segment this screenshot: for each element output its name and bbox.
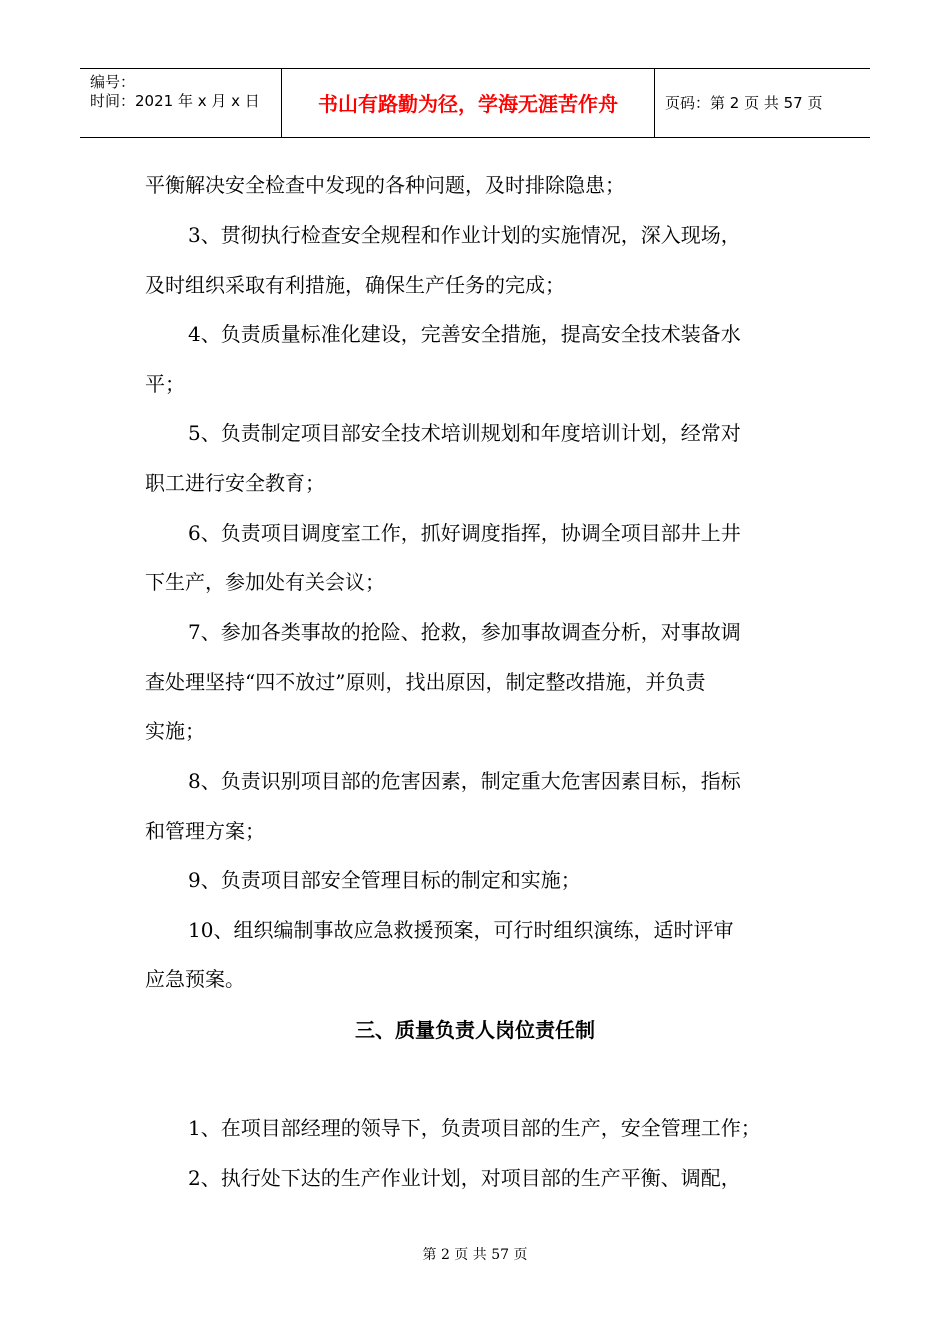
body-line: 3、贯彻执行检查安全规程和作业计划的实施情况，深入现场， bbox=[188, 223, 741, 247]
serial-number-label: 编号： bbox=[90, 73, 136, 91]
body-line: 5、负责制定项目部安全技术培训规划和年度培训计划，经常对 bbox=[188, 421, 741, 445]
body-line: 7、参加各类事故的抢险、抢救，参加事故调查分析，对事故调 bbox=[188, 620, 741, 644]
header-page-info: 页码：第 2 页 共 57 页 bbox=[665, 94, 823, 112]
body-line: 平衡解决安全检查中发现的各种问题，及时排除隐患； bbox=[145, 173, 625, 197]
body-line: 实施； bbox=[145, 719, 205, 743]
header-motto-cell bbox=[281, 69, 655, 137]
date-label: 时间：2021 年 x 月 x 日 bbox=[90, 92, 260, 110]
body-line: 应急预案。 bbox=[145, 967, 245, 991]
section-line: 2、执行处下达的生产作业计划，对项目部的生产平衡、调配， bbox=[188, 1166, 741, 1190]
header-meta-cell bbox=[80, 69, 280, 137]
body-line: 10、组织编制事故应急救援预案，可行时组织演练，适时评审 bbox=[188, 918, 734, 942]
body-line: 和管理方案； bbox=[145, 819, 265, 843]
header-page-cell bbox=[655, 69, 870, 137]
body-line: 职工进行安全教育； bbox=[145, 471, 325, 495]
body-line: 4、负责质量标准化建设，完善安全措施，提高安全技术装备水 bbox=[188, 322, 741, 346]
body-line: 及时组织采取有利措施，确保生产任务的完成； bbox=[145, 273, 565, 297]
page-footer: 第 2 页 共 57 页 bbox=[422, 1247, 528, 1263]
body-line: 下生产，参加处有关会议； bbox=[145, 570, 385, 594]
body-line: 查处理坚持“四不放过”原则，找出原因，制定整改措施，并负责 bbox=[145, 670, 706, 694]
body-line: 8、负责识别项目部的危害因素，制定重大危害因素目标，指标 bbox=[188, 769, 741, 793]
section-heading: 三、质量负责人岗位责任制 bbox=[355, 1018, 595, 1042]
body-line: 9、负责项目部安全管理目标的制定和实施； bbox=[188, 868, 581, 892]
document-header bbox=[80, 68, 870, 138]
body-line: 6、负责项目调度室工作，抓好调度指挥，协调全项目部井上井 bbox=[188, 521, 741, 545]
section-line: 1、在项目部经理的领导下，负责项目部的生产，安全管理工作； bbox=[188, 1116, 761, 1140]
body-line: 平； bbox=[145, 372, 185, 396]
header-motto: 书山有路勤为径，学海无涯苦作舟 bbox=[318, 92, 618, 116]
